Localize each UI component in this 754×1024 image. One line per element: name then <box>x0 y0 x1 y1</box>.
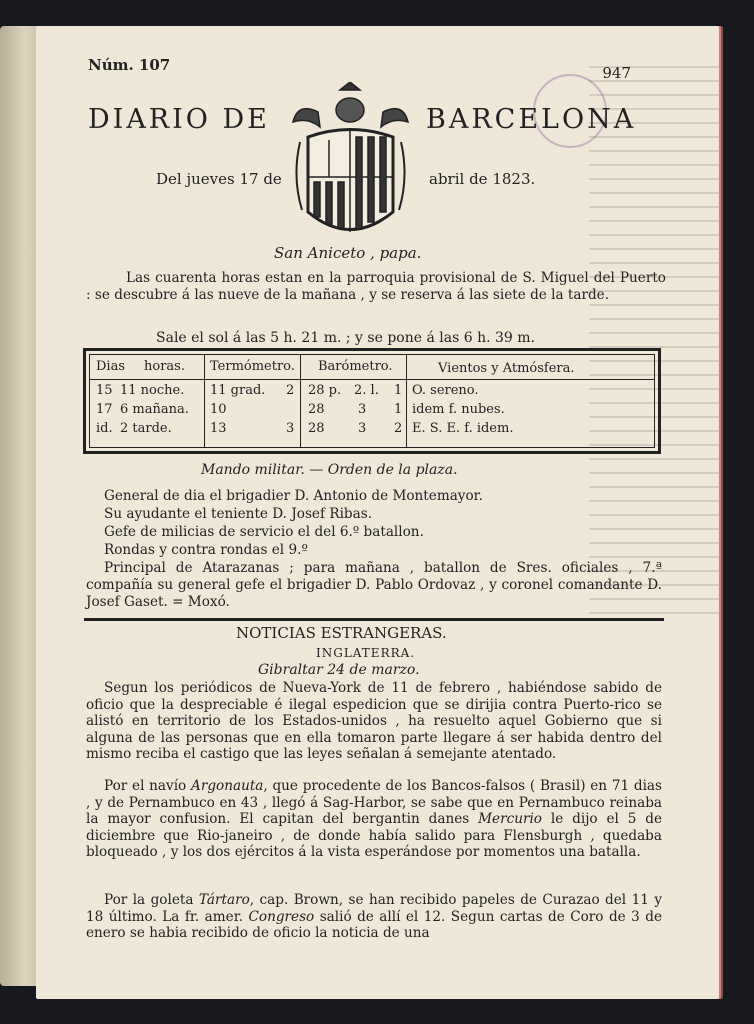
row1-wind: O. sereno. <box>412 383 479 398</box>
news-paragraph-1: Segun los periódicos de Nueva-York de 11 de febrero , habiéndose sabido de oficio que la despreciable é ilegal espedicion que se dirijia contra Puerto-rico se alistó en territorio de los Estados-unidos , ha resuelto aquel Gobierno que si alguna de las personas que en ella tomaron parte llegare á ser habida dentro del mismo reciba el castigo que las leyes señalan á semejante atentado. <box>86 680 662 763</box>
row1-baro-lines: 2. l. <box>354 383 379 398</box>
military-line-3: Gefe de milicias de servicio el del 6.º batallon. <box>104 524 424 540</box>
col-header-winds: Vientos y Atmósfera. <box>438 361 575 376</box>
masthead-title-left: DIARIO DE <box>88 104 270 135</box>
date-left: Del jueves 17 de <box>156 170 282 188</box>
news-paragraph-3: Por la goleta Tártaro, cap. Brown, se han recibido papeles de Curazao del 11 y 18 último. La fr. amer. Congreso salió de allí el 12. Segun cartas de Coro de 3 de enero se habia recibido de oficio la noticia de una <box>86 892 662 942</box>
ship-name-argonauta: Argonauta <box>191 778 264 794</box>
military-paragraph: Principal de Atarazanas ; para mañana , batallon de Sres. oficiales , 7.ª compañía su general gefe el brigadier D. Pablo Ordovaz , y coronel comandante D. Josef Gaset. = Moxó. <box>86 560 662 610</box>
row1-hour: 11 noche. <box>120 383 185 398</box>
row3-thermo: 13 <box>210 421 227 436</box>
row3-baro-lines: 3 <box>358 421 367 436</box>
row2-thermo: 10 <box>210 402 227 417</box>
row3-hour: 2 tarde. <box>120 421 172 436</box>
coat-of-arms <box>288 82 413 242</box>
col-header-days: Dias <box>96 359 126 374</box>
row2-hour: 6 mañana. <box>120 402 189 417</box>
saint-of-day: San Aniceto , papa. <box>274 244 422 262</box>
ship-name-mercurio: Mercurio <box>478 811 542 828</box>
dateline: Gibraltar 24 de marzo. <box>258 662 420 678</box>
forty-hours-note: Las cuarenta horas estan en la parroquia provisional de S. Miguel del Puerto : se descubre á las nueve de la mañana , y se reserva á las siete de la tarde. <box>86 270 666 303</box>
military-line-4: Rondas y contra rondas el 9.º <box>104 542 308 558</box>
issue-number: Núm. 107 <box>88 56 171 74</box>
row2-wind: idem f. nubes. <box>412 402 505 417</box>
military-line-2: Su ayudante el teniente D. Josef Ribas. <box>104 506 373 522</box>
section-divider <box>84 618 664 621</box>
military-line-1: General de dia el brigadier D. Antonio de Montemayor. <box>104 488 483 504</box>
row3-day: id. <box>96 421 113 436</box>
col-header-barometer: Barómetro. <box>318 359 393 374</box>
row2-baro-frac: 1 <box>394 402 403 417</box>
previous-page-edge <box>0 26 40 986</box>
ship-name-congreso: Congreso <box>248 908 315 925</box>
masthead-title-right: BARCELONA <box>426 104 637 135</box>
row3-baro-frac: 2 <box>394 421 403 436</box>
col-header-thermometer: Termómetro. <box>210 359 295 374</box>
row1-day: 15 <box>96 383 113 398</box>
row2-day: 17 <box>96 402 113 417</box>
sunrise-sunset-note: Sale el sol á las 5 h. 21 m. ; y se pone á las 6 h. 39 m. <box>156 330 535 346</box>
bleed-through-text <box>589 66 719 626</box>
row3-baro: 28 <box>308 421 325 436</box>
news-paragraph-2: Por el navío Argonauta, que procedente de los Bancos-falsos ( Brasil) en 71 dias , y de Pernambuco en 43 , llegó á Sag-Harbor, se sabe que en Pernambuco reinaba la mayor confusion. El capitan del bergantin danes Mercurio le dijo el 5 de diciembre que Rio-janeiro , de donde había salido para Flensburgh , quedaba bloqueado , y los dos ejércitos á la vista esperándose por momentos una batalla. <box>86 778 662 861</box>
row1-baro: 28 p. <box>308 383 342 398</box>
row1-baro-frac: 1 <box>394 383 403 398</box>
section-country: INGLATERRA. <box>316 646 416 660</box>
col-header-hours: horas. <box>144 359 185 374</box>
ship-name-tartaro: Tártaro <box>198 892 250 908</box>
row2-baro: 28 <box>308 402 325 417</box>
section-title: NOTICIAS ESTRANGERAS. <box>236 624 447 642</box>
row2-baro-lines: 3 <box>358 402 367 417</box>
row1-thermo-frac: 2 <box>286 383 295 398</box>
row3-thermo-frac: 3 <box>286 421 295 436</box>
page-number: 947 <box>602 64 631 82</box>
newspaper-page <box>36 26 719 999</box>
date-right: abril de 1823. <box>429 170 536 188</box>
row3-wind: E. S. E. f. idem. <box>412 421 514 436</box>
weather-table <box>83 348 661 454</box>
row1-thermo: 11 grad. <box>210 383 266 398</box>
military-heading: Mando militar. — Orden de la plaza. <box>201 462 458 478</box>
